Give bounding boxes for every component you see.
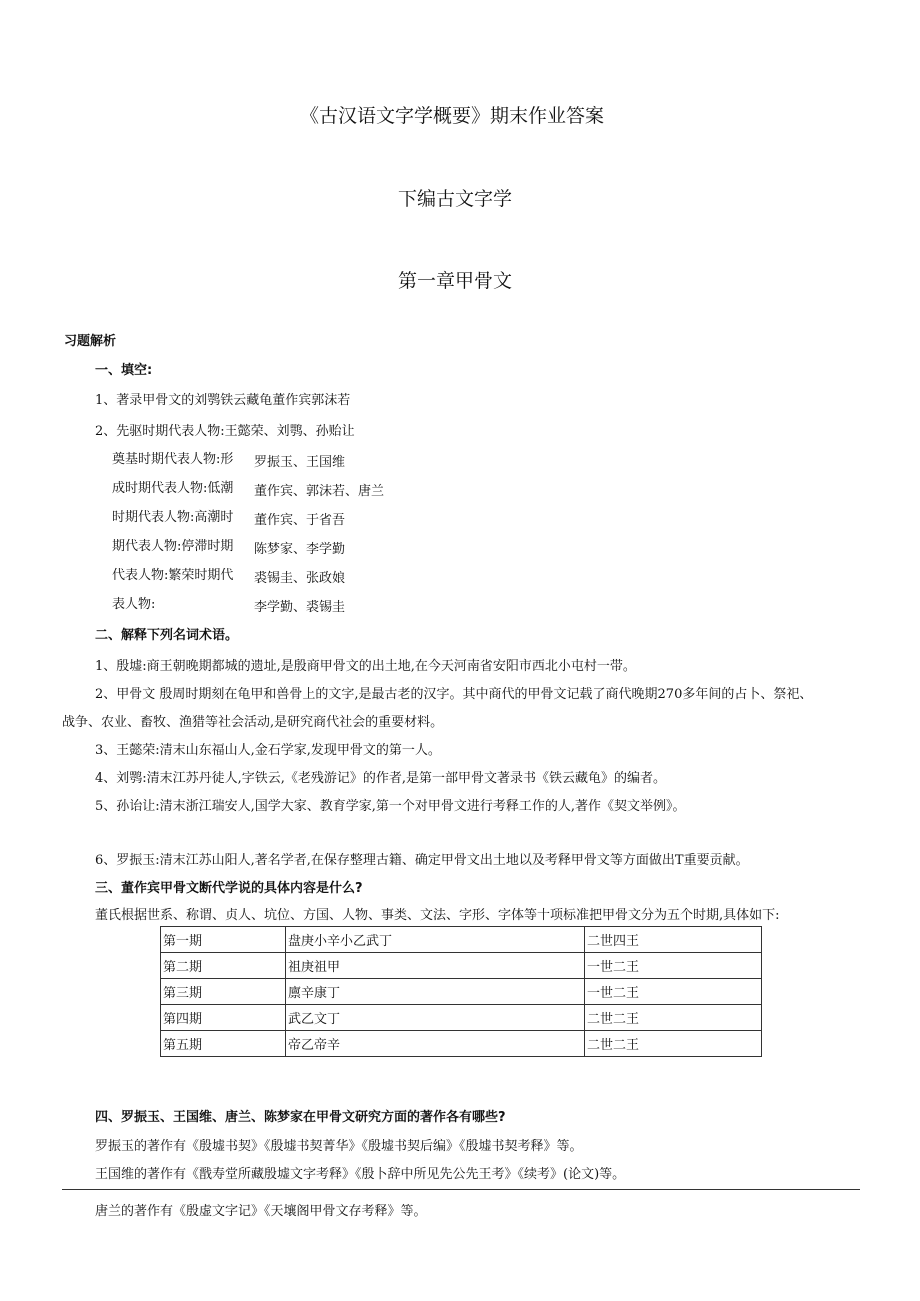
q2-item-3: 3、王懿荣:清末山东福山人,金石学家,发现甲骨文的第一人。 xyxy=(95,743,441,758)
kings-cell: 盘庚小辛小乙武丁 xyxy=(286,927,585,953)
q1-right-line: 裘锡圭、张政娘 xyxy=(254,571,346,586)
q1-left-line: 时期代表人物:高潮时 xyxy=(112,510,234,525)
generations-cell: 二世二王 xyxy=(585,1005,762,1031)
q3-intro: 董氏根据世系、称谓、贞人、坑位、方国、人物、事类、文法、字形、字体等十项标准把甲骨文分为五个时期,具体如下: xyxy=(95,908,780,923)
kings-cell: 祖庚祖甲 xyxy=(286,953,585,979)
table-row xyxy=(161,953,762,979)
q1-right-line: 董作宾、于省吾 xyxy=(254,513,346,528)
q3-heading: 三、董作宾甲骨文断代学说的具体内容是什么? xyxy=(95,881,363,896)
q2-item-2-line-2: 战争、农业、畜牧、渔猎等社会活动,是研究商代社会的重要材料。 xyxy=(62,715,444,730)
generations-cell: 二世二王 xyxy=(585,1031,762,1057)
section-label: 习题解析 xyxy=(64,334,117,349)
q2-item-2-line-1: 2、甲骨文 殷周时期刻在龟甲和兽骨上的文字,是最古老的汉字。其中商代的甲骨文记载了商代晚期270多年间的占卜、祭祀、 xyxy=(95,687,813,702)
document-title: 《古汉语文字学概要》期末作业答案 xyxy=(300,105,605,127)
q1-right-line: 李学勤、裘锡圭 xyxy=(254,600,346,615)
generations-cell: 一世二王 xyxy=(585,979,762,1005)
q1-right-line: 陈梦家、李学勤 xyxy=(254,542,346,557)
kings-cell: 武乙文丁 xyxy=(286,1005,585,1031)
table-row xyxy=(161,927,762,953)
kings-cell: 帝乙帝辛 xyxy=(286,1031,585,1057)
q1-item-1: 1、著录甲骨文的刘鹗铁云藏龟董作宾郭沫若 xyxy=(95,393,351,408)
q2-heading: 二、解释下列名词术语。 xyxy=(95,628,239,643)
q2-item-6: 6、罗振玉:清末江苏山阳人,著名学者,在保存整理古籍、确定甲骨文出土地以及考释甲骨文等方面做出T重要贡献。 xyxy=(95,853,749,868)
q2-item-1: 1、殷墟:商王朝晚期都城的遗址,是殷商甲骨文的出土地,在今天河南省安阳市西北小屯村一带。 xyxy=(95,659,636,674)
generations-cell: 二世四王 xyxy=(585,927,762,953)
q1-left-line: 期代表人物:停滞时期 xyxy=(112,539,234,554)
q1-heading: 一、填空: xyxy=(95,363,153,378)
q4-heading: 四、罗振玉、王国维、唐兰、陈梦家在甲骨文研究方面的著作各有哪些? xyxy=(95,1110,506,1125)
q4-line-1: 罗振玉的著作有《殷墟书契》《殷墟书契菁华》《殷墟书契后编》《殷墟书契考释》等。 xyxy=(95,1139,583,1154)
part-title: 下编古文字学 xyxy=(398,188,513,210)
q1-left-line: 表人物: xyxy=(112,597,156,612)
q1-item-2: 2、先驱时期代表人物:王懿荣、刘鹗、孙贻让 xyxy=(95,424,355,439)
period-cell: 第二期 xyxy=(161,953,286,979)
page-divider xyxy=(62,1189,860,1190)
table-row xyxy=(161,1031,762,1057)
period-cell: 第三期 xyxy=(161,979,286,1005)
period-table xyxy=(160,926,762,1057)
q1-left-line: 奠基时期代表人物:形 xyxy=(112,452,234,467)
q4-line-3: 唐兰的著作有《殷虚文字记》《天壤阁甲骨文存考释》等。 xyxy=(95,1204,427,1219)
q2-item-4: 4、刘鹗:清末江苏丹徒人,字铁云,《老残游记》的作者,是第一部甲骨文著录书《铁云藏龟》的编者。 xyxy=(95,771,667,786)
q1-left-line: 代表人物:繁荣时期代 xyxy=(112,568,234,583)
chapter-title: 第一章甲骨文 xyxy=(398,270,513,292)
table-row xyxy=(161,1005,762,1031)
table-row xyxy=(161,979,762,1005)
q1-right-line: 罗振玉、王国维 xyxy=(254,455,346,470)
period-cell: 第五期 xyxy=(161,1031,286,1057)
period-cell: 第一期 xyxy=(161,927,286,953)
q1-right-line: 董作宾、郭沫若、唐兰 xyxy=(254,484,385,499)
q2-item-5: 5、孙诒让:清末浙江瑞安人,国学大家、教育学家,第一个对甲骨文进行考释工作的人,著作《契文举例》。 xyxy=(95,799,686,814)
generations-cell: 一世二王 xyxy=(585,953,762,979)
period-cell: 第四期 xyxy=(161,1005,286,1031)
q4-line-2: 王国维的著作有《戬寿堂所藏殷墟文字考释》《殷卜辞中所见先公先王考》《续考》(论文)等。 xyxy=(95,1167,626,1182)
kings-cell: 廪辛康丁 xyxy=(286,979,585,1005)
q1-left-line: 成时期代表人物:低潮 xyxy=(112,481,234,496)
